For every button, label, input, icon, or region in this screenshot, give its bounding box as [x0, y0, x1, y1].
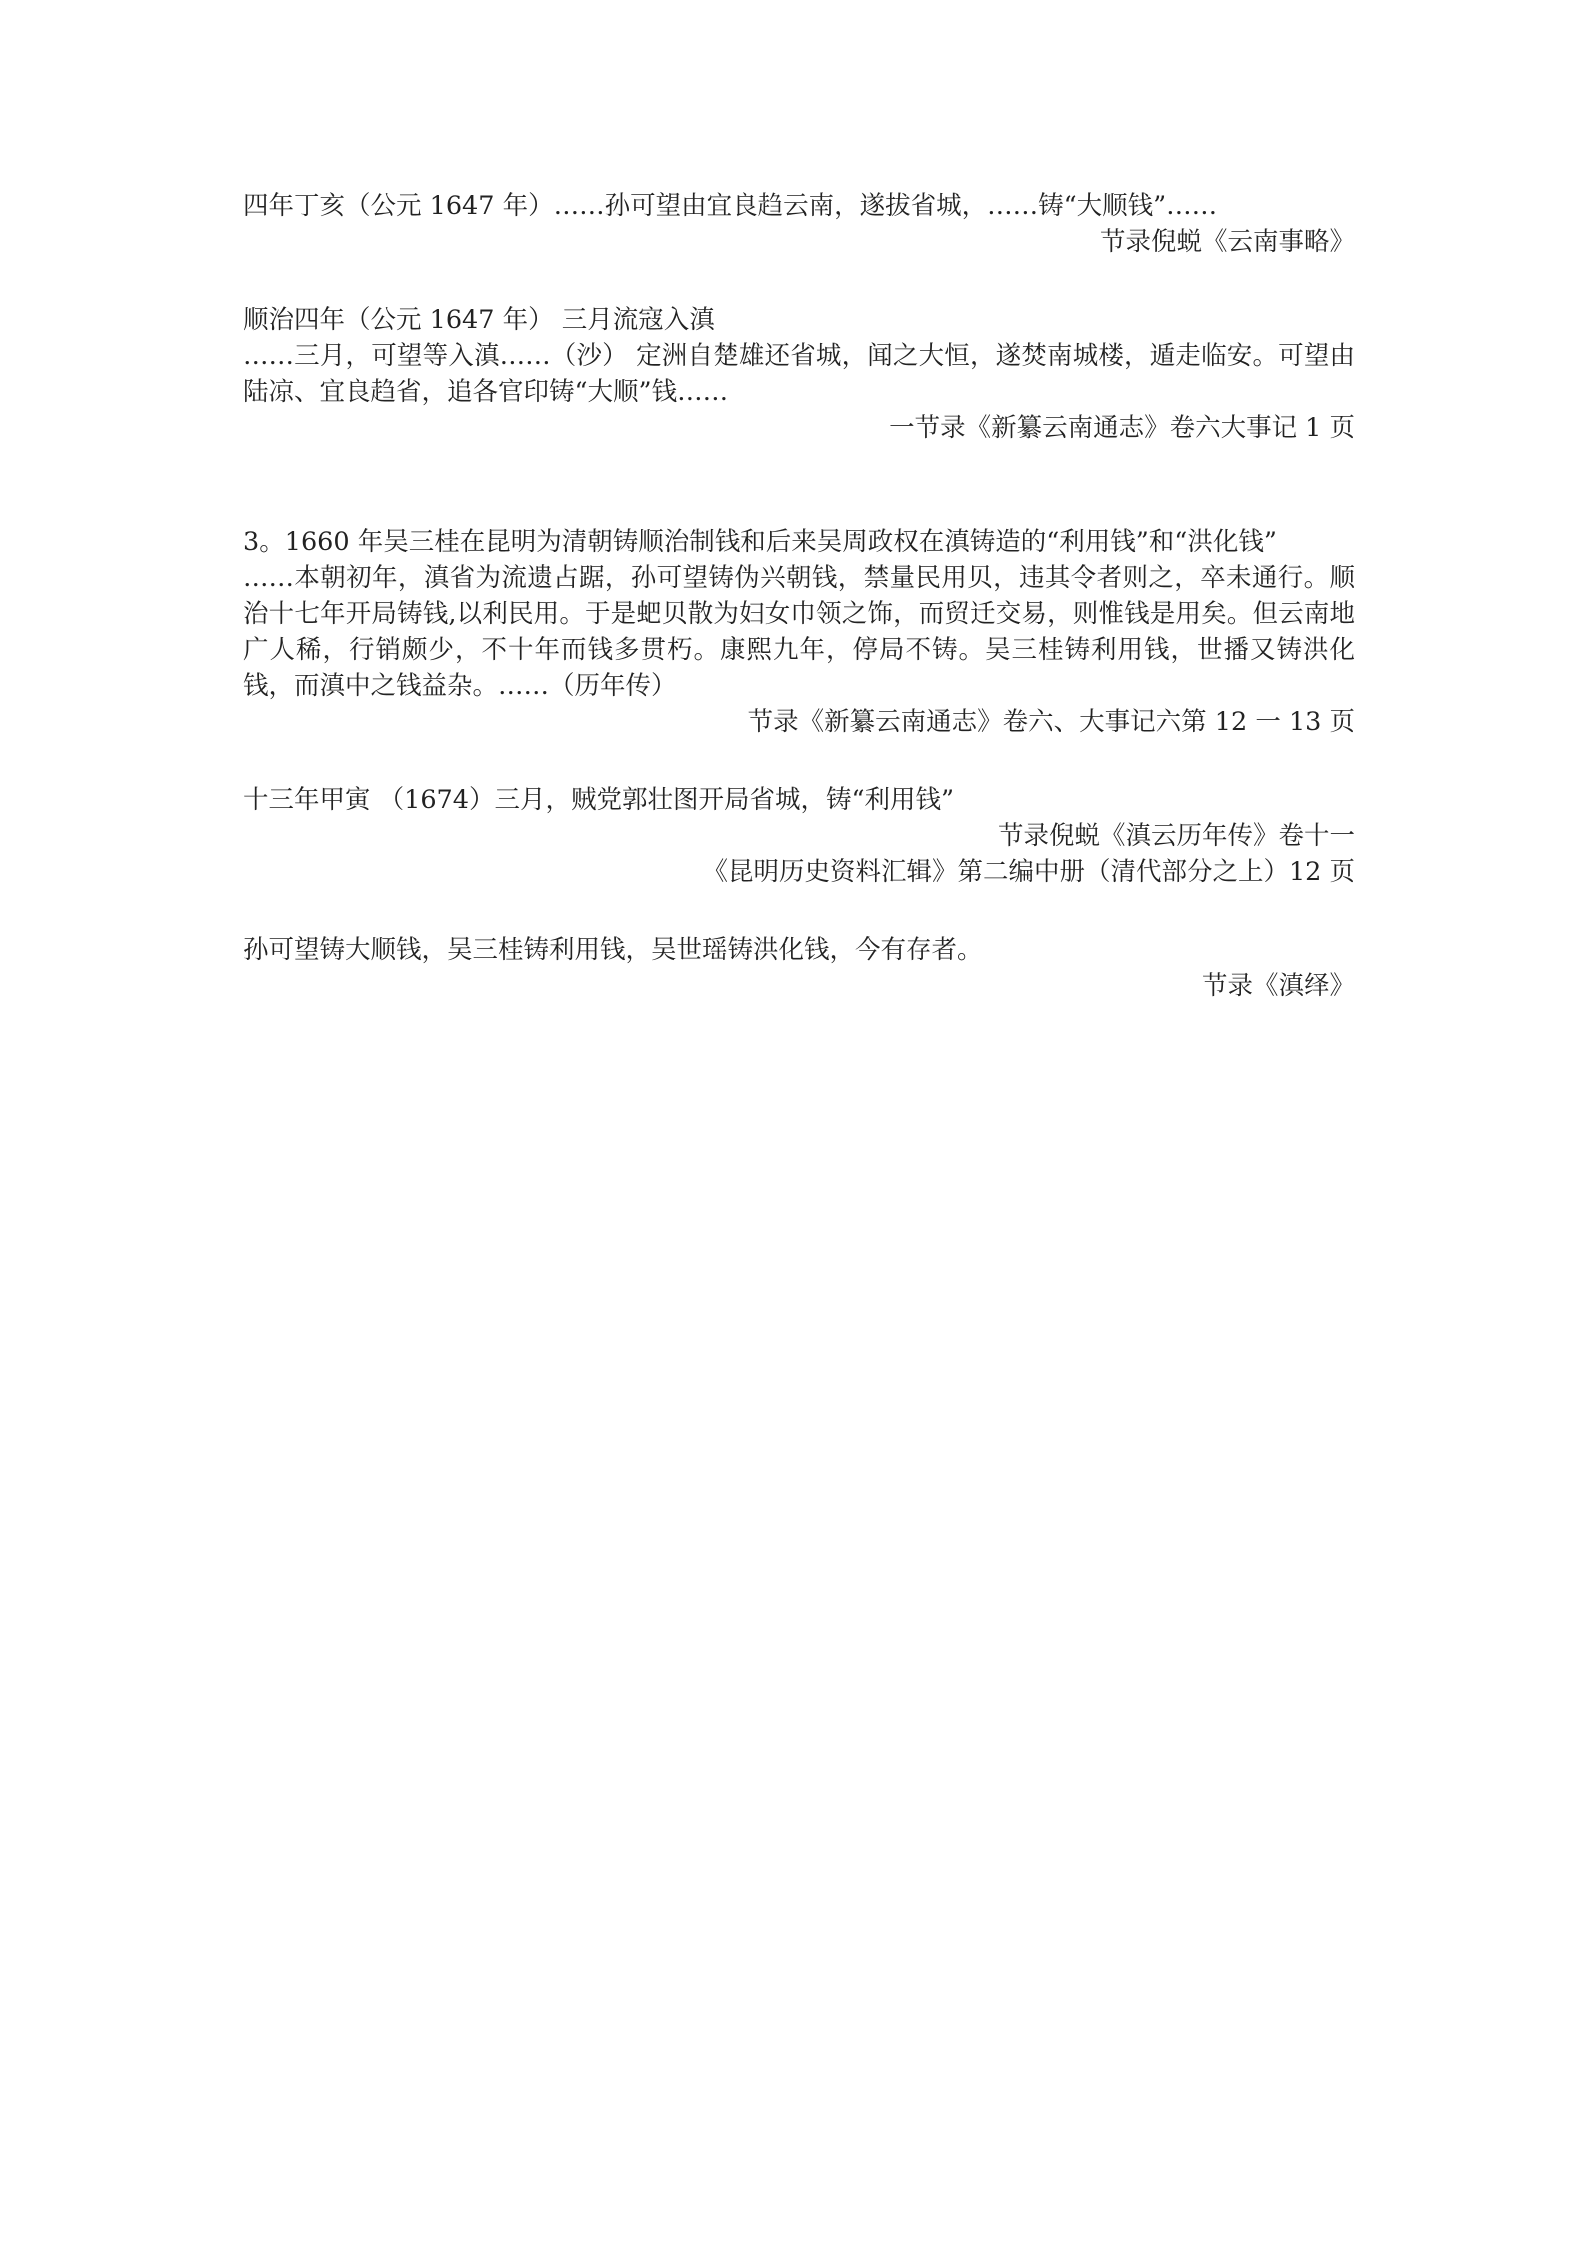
section-5	[243, 932, 1355, 1004]
section-4-text: 十三年甲寅 （1674）三月，贼党郭壮图开局省城，铸“利用钱”	[243, 785, 955, 815]
section-5-source: 节录《滇绎》	[1201, 971, 1355, 1001]
section-5-text: 孙可望铸大顺钱，吴三桂铸利用钱，吴世瑶铸洪化钱，今有存者。	[243, 935, 983, 965]
section-3-heading: 3。1660 年吴三桂在昆明为清朝铸顺治制钱和后来吴周政权在滇铸造的“利用钱”和“洪化钱”	[243, 527, 1277, 557]
section-4-source-2: 《昆明历史资料汇辑》第二编中册（清代部分之上）12 页	[702, 857, 1355, 887]
section-3-body: ……本朝初年，滇省为流遗占踞，孙可望铸伪兴朝钱，禁量民用贝，违其令者则之，卒未通行。顺治十七年开局铸钱,以利民用。于是蚆贝散为妇女巾领之饰，而贸迁交易，则惟钱是用矣。但云南地广人稀，行销颇少，不十年而钱多贯朽。康熙九年，停局不铸。吴三桂铸利用钱，世播又铸洪化钱，而滇中之钱益杂。……（历年传）	[243, 563, 1355, 701]
section-4-source-1: 节录倪蜕《滇云历年传》卷十一	[997, 821, 1355, 851]
document-page	[243, 188, 1355, 1004]
section-4	[243, 782, 1355, 890]
section-1	[243, 188, 1355, 260]
section-1-text: 四年丁亥（公元 1647 年）……孙可望由宜良趋云南，遂拔省城，……铸“大顺钱”……	[243, 191, 1218, 221]
section-2-heading: 顺治四年（公元 1647 年） 三月流寇入滇	[243, 305, 715, 335]
section-3-source: 节录《新纂云南通志》卷六、大事记六第 12 一 13 页	[747, 707, 1355, 737]
section-2-source: 一节录《新纂云南通志》卷六大事记 1 页	[889, 413, 1355, 443]
section-2	[243, 302, 1355, 446]
section-2-body: ……三月，可望等入滇……（沙） 定洲自楚雄还省城，闻之大恒，遂焚南城楼，遁走临安。可望由陆凉、宜良趋省，追各官印铸“大顺”钱……	[243, 341, 1355, 407]
section-1-source: 节录倪蜕《云南事略》	[1099, 227, 1355, 257]
section-3	[243, 524, 1355, 740]
